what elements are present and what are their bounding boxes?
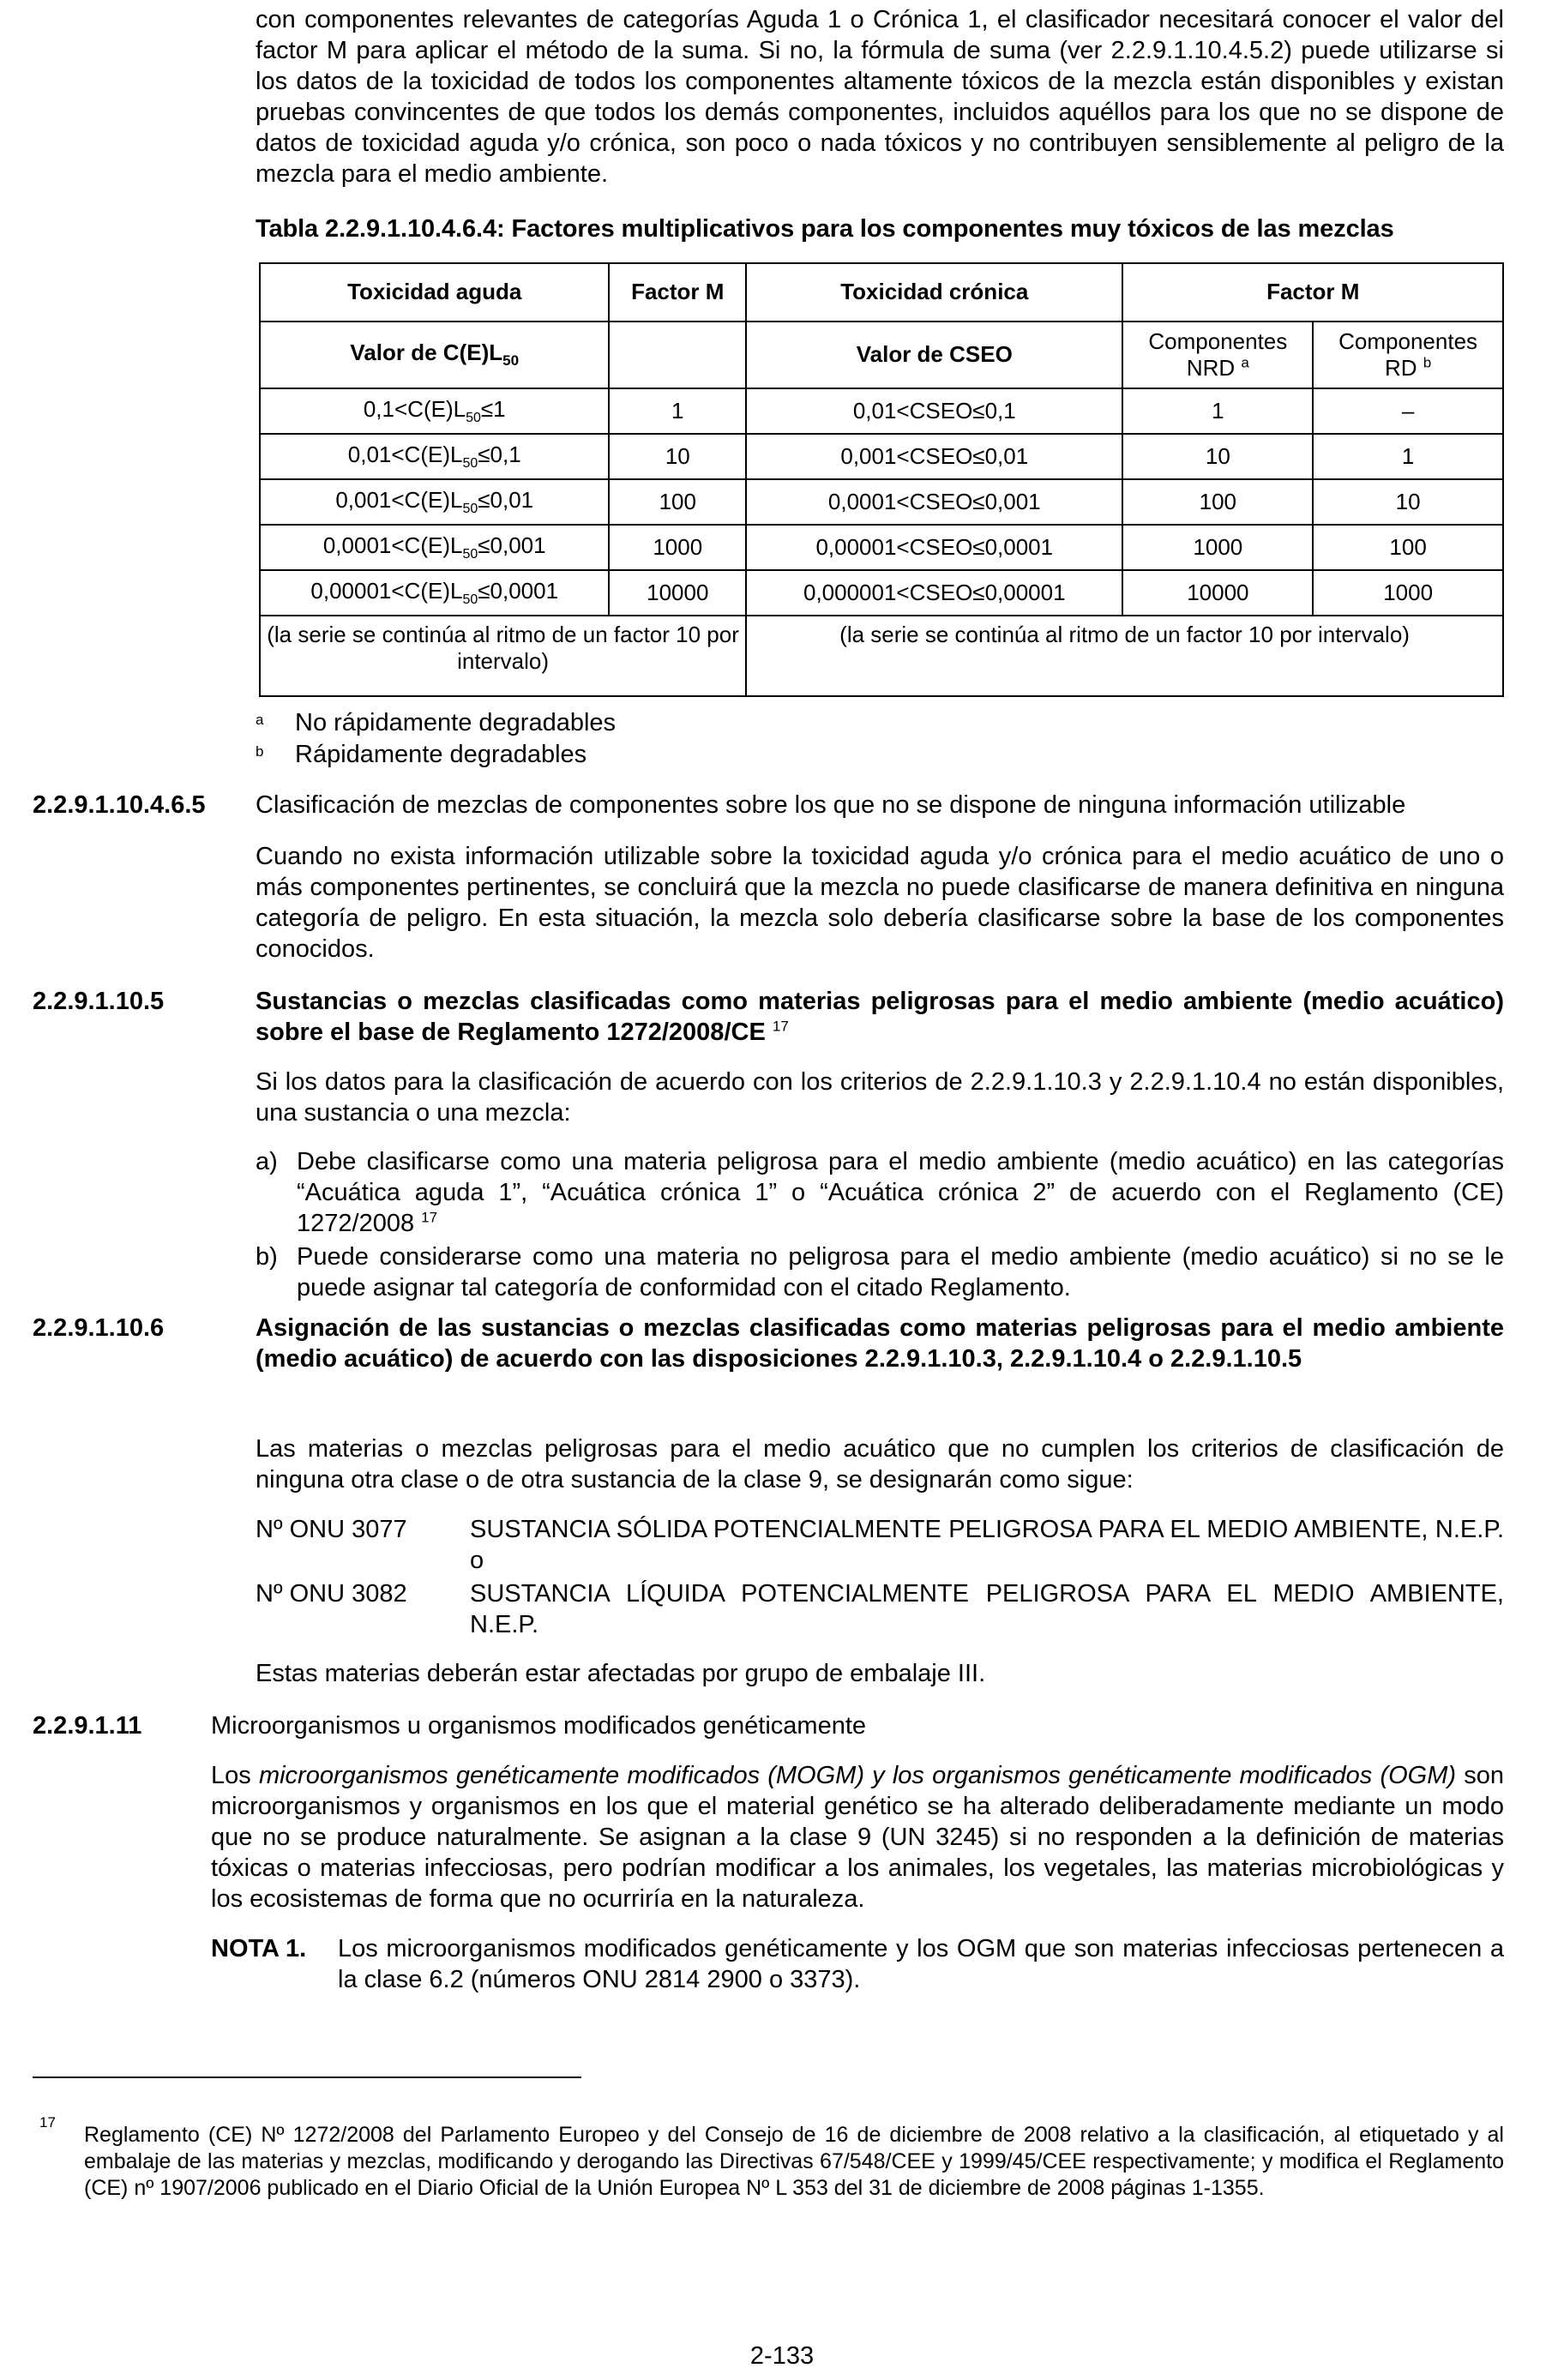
list-item: b) Puede considerarse como una materia no peligrosa para el medio ambiente (medio acuático) si no se le puede asignar tal categoría de conformidad con el citado Reglamento.	[256, 1243, 1504, 1301]
section-title: Asignación de las sustancias o mezclas clasificadas como materias peligrosas para el medio ambiente (medio acuático) de acuerdo con las disposiciones 2.2.9.1.10.3, 2.2.9.1.10.4 o 2.2.9.1.10.5	[256, 1314, 1504, 1373]
cell-chronic-range: 0,00001<CSEO≤0,0001	[746, 525, 1122, 570]
subheader-rd-components: Componentes RD $^b$	[1313, 322, 1503, 388]
table-row	[260, 434, 1503, 479]
cell-m-acute: 1000	[609, 525, 746, 570]
section-body: Si los datos para la clasificación de acuerdo con los criterios de 2.2.9.1.10.3 y 2.2.9.1.10.4 no están disponibles, una sustancia o una mezcla:	[256, 1068, 1504, 1127]
section-number: 2.2.9.1.10.6	[33, 1314, 165, 1342]
multiplying-factors-table	[259, 262, 1504, 697]
header-m-factor-chronic: Factor M	[1122, 263, 1503, 322]
section-number: 2.2.9.1.10.4.6.5	[33, 791, 206, 819]
section-title: Sustancias o mezclas clasificadas como materias peligrosas para el medio ambiente (medio acuático) sobre el base de Reglamento 1272/2008/CE $^{17}$	[256, 988, 1504, 1046]
cell-m-acute: 10000	[609, 570, 746, 616]
footnote-separator	[33, 2076, 581, 2078]
cell-acute-range: $0,1<C(E)L_{50}\le 1$	[260, 388, 609, 434]
subheader-empty	[609, 322, 746, 388]
un-entry: Nº ONU 3077 SUSTANCIA SÓLIDA POTENCIALMENTE PELIGROSA PARA EL MEDIO AMBIENTE, N.E.P. o	[256, 1516, 1504, 1574]
cell-nrd: 10000	[1122, 570, 1313, 616]
section-title: Clasificación de mezclas de componentes sobre los que no se dispone de ninguna información utilizable	[256, 791, 1406, 819]
list-item: a) Debe clasificarse como una materia peligrosa para el medio ambiente (medio acuático) en las categorías “Acuática aguda 1”, “Acuática crónica 1” o “Acuática crónica 2” de acuerdo con el Reglamento (CE) 1272/2008 $^{17}$	[256, 1148, 1504, 1237]
cell-nrd: 10	[1122, 434, 1313, 479]
cell-acute-range: $0,00001<C(E)L_{50}\le 0,0001$	[260, 570, 609, 616]
subheader-nrd-components: Componentes NRD $^a$	[1122, 322, 1313, 388]
cell-rd: 1000	[1313, 570, 1503, 616]
cell-acute-range: $0,01<C(E)L_{50}\le 0,1$	[260, 434, 609, 479]
note-1: NOTA 1. Los microorganismos modificados genéticamente y los OGM que son materias infecciosas pertenecen a la clase 6.2 (números ONU 2814 2900 o 3373).	[211, 1935, 1504, 1993]
cell-rd: –	[1313, 388, 1503, 434]
section-closing: Estas materias deberán estar afectadas por grupo de embalaje III.	[256, 1660, 986, 1687]
header-m-factor-acute: Factor M	[609, 263, 746, 322]
section-title: Microorganismos u organismos modificados genéticamente	[211, 1712, 867, 1740]
cell-rd: 1	[1313, 434, 1503, 479]
section-body: Los microorganismos genéticamente modificados (MOGM) y los organismos genéticamente modificados (OGM) son microorganismos y organismos en los que el material genético se ha alterado deliberadamente mediante un modo que no se produce naturalmente. Se asignan a la clase 9 (UN 3245) si no responden a la definición de materias tóxicas o materias infecciosas, pero podrían modificar a los animales, los vegetales, las materias microbiológicas y los ecosistemas de forma que no ocurriría en la naturaleza.	[211, 1762, 1505, 1913]
header-acute-toxicity: Toxicidad aguda	[260, 263, 609, 322]
section-number: 2.2.9.1.11	[33, 1712, 142, 1740]
intro-paragraph: con componentes relevantes de categorías Aguda 1 o Crónica 1, el clasificador necesitará conocer el valor del factor M para aplicar el método de la suma. Si no, la fórmula de suma (ver 2.2.9.1.10.4.5.2) puede utilizarse si los datos de la toxicidad de todos los componentes altamente tóxicos de la mezcla están disponibles y existan pruebas convincentes de que todos los demás componentes, incluidos aquéllos para los que no se dispone de datos de toxicidad aguda y/o crónica, son poco o nada tóxicos y no contribuyen sensiblemente al peligro de la mezcla para el medio ambiente.	[256, 6, 1504, 188]
cell-chronic-range: 0,000001<CSEO≤0,00001	[746, 570, 1122, 616]
table-subheader-row	[260, 322, 1503, 388]
table-header-row	[260, 263, 1503, 322]
cell-chronic-range: 0,0001<CSEO≤0,001	[746, 479, 1122, 525]
cell-nrd: 1000	[1122, 525, 1313, 570]
cell-chronic-range: 0,01<CSEO≤0,1	[746, 388, 1122, 434]
footnote: 17 Reglamento (CE) Nº 1272/2008 del Parlamento Europeo y del Consejo de 16 de diciembre de 2008 relativo a la clasificación, al etiquetado y al embalaje de las materias y mezclas, modificando y derogando las Directivas 67/548/CEE y 1999/45/CEE respectivamente; y modifica el Reglamento (CE) nº 1907/2006 publicado en el Diario Oficial de la Unión Europea Nº L 353 del 31 de diciembre de 2008 páginas 1-1355.	[39, 2114, 1504, 2200]
table-row	[260, 388, 1503, 434]
cell-m-acute: 1	[609, 388, 746, 434]
table-row	[260, 479, 1503, 525]
cell-series-note-chronic: (la serie se continúa al ritmo de un factor 10 por intervalo)	[746, 616, 1503, 696]
cell-series-note-acute: (la serie se continúa al ritmo de un factor 10 por intervalo)	[260, 616, 746, 696]
cell-nrd: 100	[1122, 479, 1313, 525]
page-number: 2-133	[749, 2342, 815, 2370]
table-row	[260, 570, 1503, 616]
section-body: Cuando no exista información utilizable sobre la toxicidad aguda y/o crónica para el medio acuático de uno o más componentes pertinentes, se concluirá que la mezcla no puede clasificarse de manera definitiva en ninguna categoría de peligro. En esta situación, la mezcla solo debería clasificarse sobre la base de los componentes conocidos.	[256, 843, 1504, 963]
table-title: Tabla 2.2.9.1.10.4.6.4: Factores multiplicativos para los componentes muy tóxicos de las mezclas	[256, 215, 1394, 243]
cell-chronic-range: 0,001<CSEO≤0,01	[746, 434, 1122, 479]
cell-m-acute: 10	[609, 434, 746, 479]
table-row-series-note	[260, 616, 1503, 696]
cell-m-acute: 100	[609, 479, 746, 525]
cell-rd: 10	[1313, 479, 1503, 525]
cell-acute-range: $0,0001<C(E)L_{50}\le 0,001$	[260, 525, 609, 570]
section-body: Las materias o mezclas peligrosas para el medio acuático que no cumplen los criterios de clasificación de ninguna otra clase o de otra sustancia de la clase 9, se designarán como sigue:	[256, 1435, 1504, 1494]
un-entry: Nº ONU 3082 SUSTANCIA LÍQUIDA POTENCIALMENTE PELIGROSA PARA EL MEDIO AMBIENTE, N.E.P.	[256, 1580, 1504, 1638]
table-row	[260, 525, 1503, 570]
cell-rd: 100	[1313, 525, 1503, 570]
cell-acute-range: $0,001<C(E)L_{50}\le 0,01$	[260, 479, 609, 525]
section-number: 2.2.9.1.10.5	[33, 988, 165, 1015]
header-chronic-toxicity: Toxicidad crónica	[746, 263, 1122, 322]
subheader-lc50-value: Valor de $C(E)L_{50}$	[260, 322, 609, 388]
cell-nrd: 1	[1122, 388, 1313, 434]
subheader-noec-value: Valor de CSEO	[746, 322, 1122, 388]
